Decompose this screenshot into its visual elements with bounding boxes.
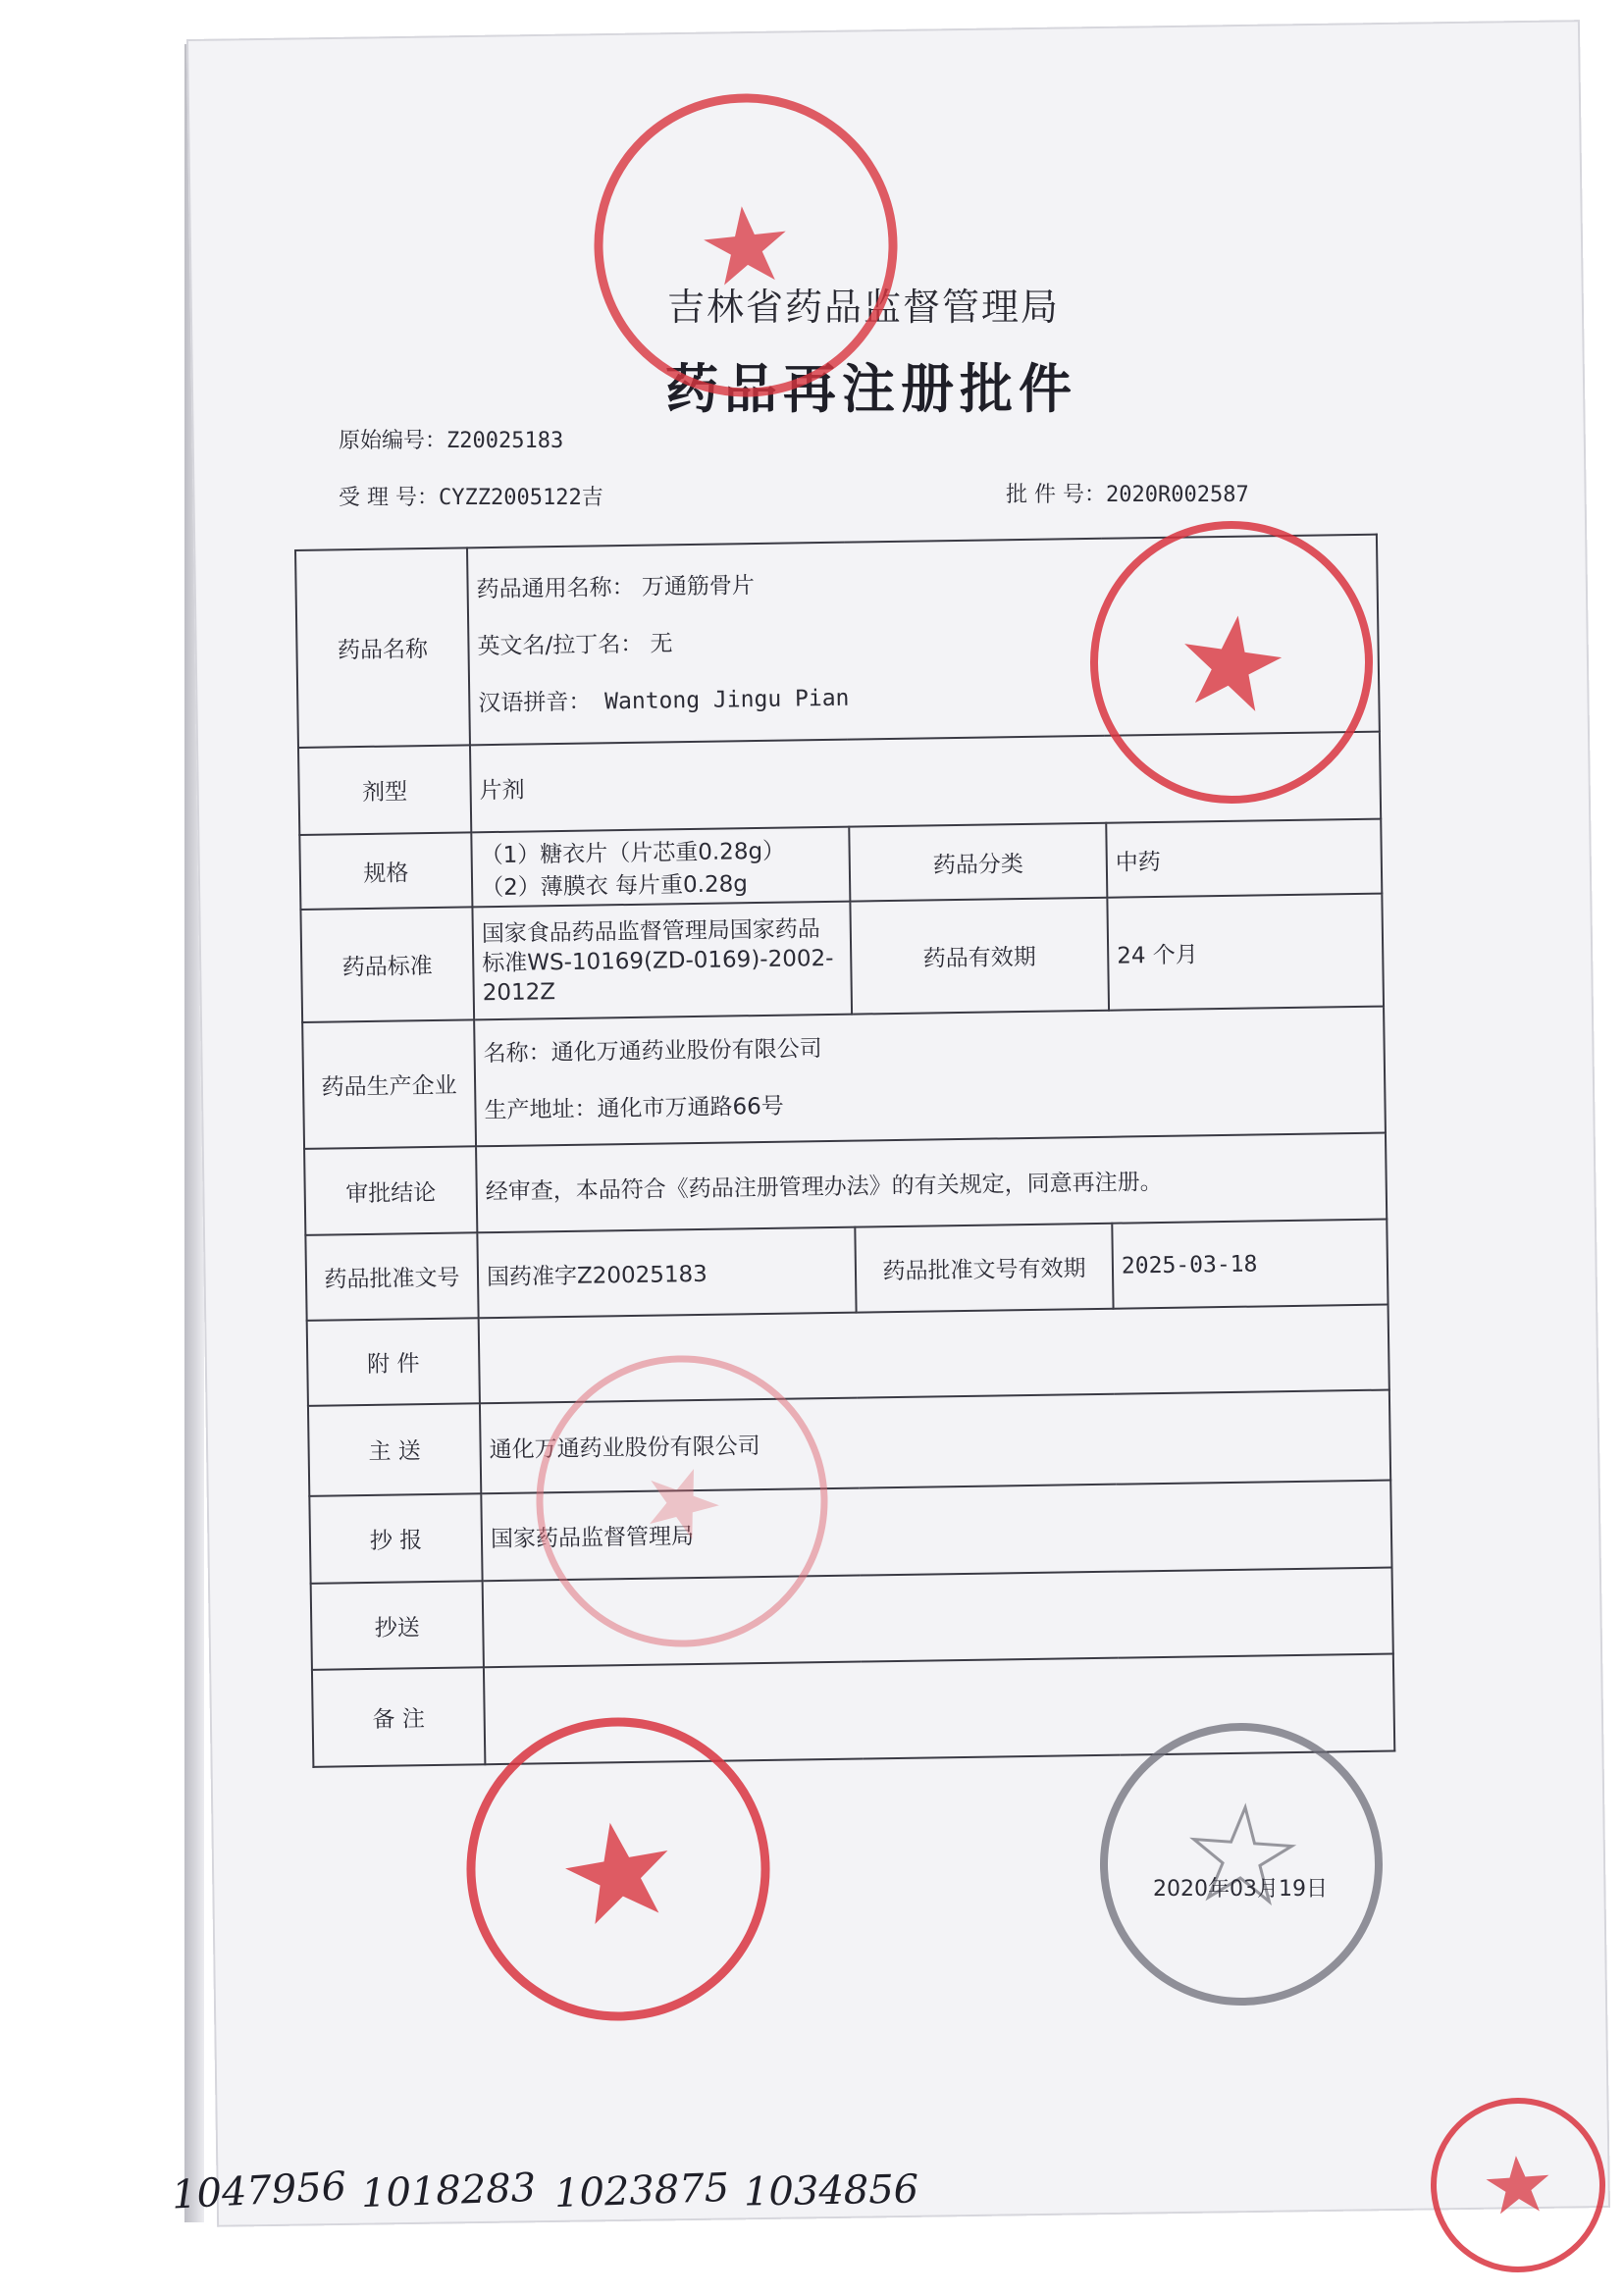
validity-value: 24 个月 <box>1107 894 1384 1011</box>
manufacturer-cell <box>474 1007 1386 1147</box>
approval-number-value: 2020R002587 <box>1106 483 1249 507</box>
issuing-authority: 吉林省药品监督管理局 <box>667 286 1061 329</box>
seal-3-stamp <box>530 1349 834 1653</box>
spec-line-2: （2）薄膜衣 每片重0.28g <box>480 871 749 902</box>
approval-number <box>1006 478 1249 508</box>
dosage-form-label: 剂型 <box>298 746 471 835</box>
validity-label: 药品有效期 <box>850 898 1109 1015</box>
original-number <box>339 424 563 454</box>
conclusion-value: 经审查，本品符合《药品注册管理办法》的有关规定，同意再注册。 <box>476 1132 1387 1232</box>
acceptance-number-label: 受 理 号： <box>339 486 439 510</box>
approval-doc-validity-label: 药品批准文号有效期 <box>855 1224 1113 1312</box>
issue-date: 2020年03月19日 <box>1153 1877 1328 1902</box>
cc-send-label: 抄送 <box>311 1581 484 1670</box>
table-row <box>300 894 1384 1022</box>
document-title: 药品再注册批件 <box>665 358 1077 420</box>
english-name: 英文名/拉丁名： 无 <box>477 630 673 659</box>
standard-value: 国家食品药品监督管理局国家药品标准WS-10169(ZD-0169)-2002-2012Z <box>472 902 852 1019</box>
approval-doc-value: 国药准字Z20025183 <box>477 1227 856 1318</box>
table-row <box>302 1007 1386 1149</box>
seal-4-stamp <box>461 1712 775 2026</box>
acceptance-number-value: CYZZ2005122吉 <box>439 486 603 510</box>
table-row <box>304 1132 1387 1235</box>
pinyin-name: 汉语拼音： Wantong Jingu Pian <box>478 685 850 716</box>
approval-doc-validity-value: 2025-03-18 <box>1112 1220 1388 1309</box>
conclusion-label: 审批结论 <box>304 1146 477 1235</box>
seal-2-stamp <box>1084 515 1379 809</box>
table-row <box>307 1305 1389 1406</box>
manufacturer-label: 药品生产企业 <box>302 1019 476 1148</box>
category-value: 中药 <box>1106 818 1382 898</box>
main-send-label: 主 送 <box>308 1403 481 1496</box>
seal-5-stamp <box>1094 1717 1388 2011</box>
generic-name: 药品通用名称： 万通筋骨片 <box>476 572 756 602</box>
attachment-label: 附 件 <box>307 1318 480 1405</box>
standard-label: 药品标准 <box>300 908 474 1022</box>
remarks-label: 备 注 <box>312 1668 485 1767</box>
table-row <box>308 1389 1390 1496</box>
acceptance-number <box>339 481 603 511</box>
table-row <box>309 1481 1391 1584</box>
spec-line-1: （1）糖衣片（片芯重0.28g） <box>480 838 786 869</box>
cc-report-value: 国家药品监督管理局 <box>481 1481 1391 1581</box>
main-send-value: 通化万通药业股份有限公司 <box>480 1389 1390 1493</box>
original-number-value: Z20025183 <box>446 429 564 453</box>
manufacturer-name: 名称：通化万通药业股份有限公司 <box>483 1036 822 1068</box>
seal-6-stamp <box>1428 2095 1609 2276</box>
cc-report-label: 抄 报 <box>309 1493 482 1583</box>
spec-label: 规格 <box>299 832 472 910</box>
handwritten-number: 1018283 <box>360 2164 537 2217</box>
category-label: 药品分类 <box>849 823 1107 902</box>
manufacturer-address: 生产地址：通化市万通路66号 <box>484 1094 784 1124</box>
spec-cell <box>471 827 850 908</box>
approval-doc-label: 药品批准文号 <box>305 1233 478 1321</box>
seal-1-stamp <box>589 88 903 402</box>
approval-number-label: 批 件 号： <box>1006 483 1106 507</box>
handwritten-number: 1047956 <box>170 2164 348 2218</box>
handwritten-number: 1034856 <box>743 2166 919 2216</box>
dosage-form-value: 片剂 <box>470 732 1381 832</box>
original-number-label: 原始编号： <box>339 429 447 453</box>
drug-name-label: 药品名称 <box>295 547 470 748</box>
table-row <box>311 1567 1393 1670</box>
handwritten-number: 1023875 <box>553 2164 730 2217</box>
table-row <box>305 1220 1388 1321</box>
